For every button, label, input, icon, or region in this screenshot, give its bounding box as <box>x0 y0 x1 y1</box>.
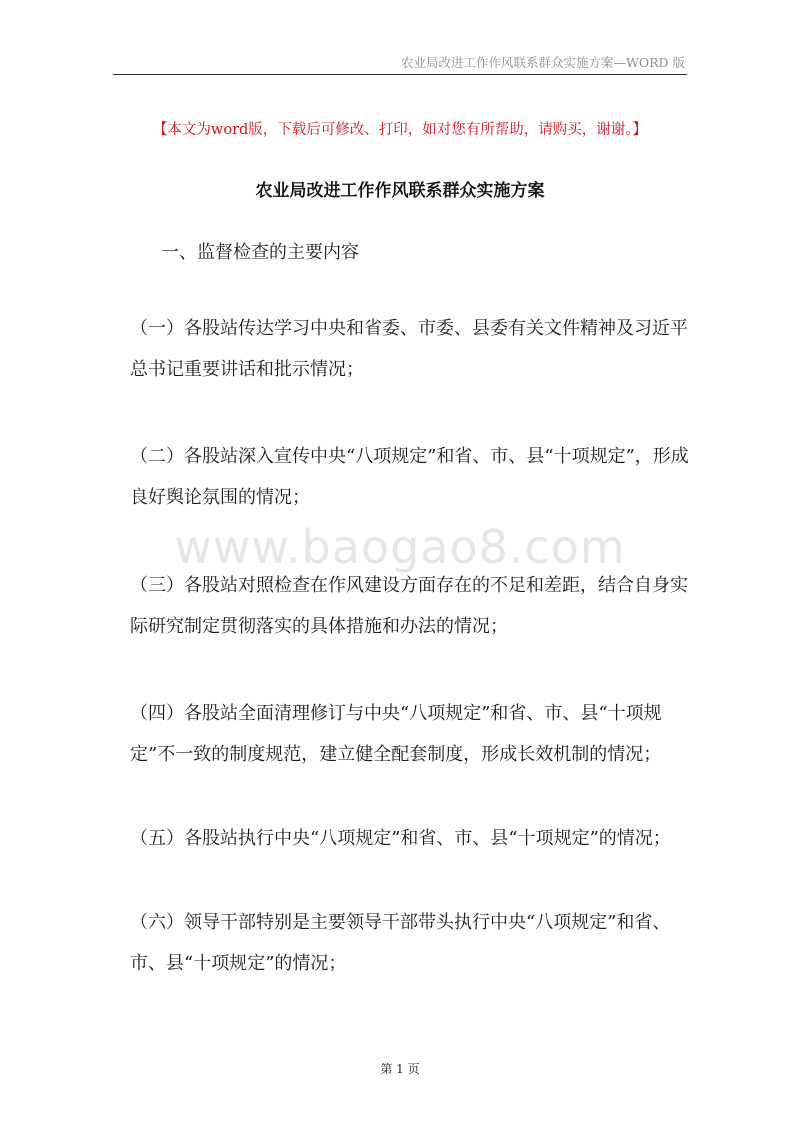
purchase-notice: 【本文为word版，下载后可修改、打印，如对您有所帮助，请购买，谢谢。】 <box>152 122 648 138</box>
paragraph-item-6: （六）领导干部特别是主要领导干部带头执行中央“八项规定”和省、市、县“十项规定”的情况； <box>130 912 671 974</box>
document-title: 农业局改进工作作风联系群众实施方案 <box>255 181 545 201</box>
section-heading: 一、监督检查的主要内容 <box>161 242 359 263</box>
paragraph-item-4: （四）各股站全面清理修订与中央“八项规定”和省、市、县“十项规定”不一致的制度规范，建立健全配套制度，形成长效机制的情况； <box>130 703 662 765</box>
paragraph-item-5: （五）各股站执行中央“八项规定”和省、市、县“十项规定”的情况； <box>130 828 671 849</box>
paragraph-item-2: （二）各股站深入宣传中央“八项规定”和省、市、县“十项规定”，形成良好舆论氛围的情况； <box>130 446 689 508</box>
watermark-text: www.baogao8.com <box>174 520 626 574</box>
page-number: 第 1 页 <box>380 1062 420 1076</box>
paragraph-item-1: （一）各股站传达学习中央和省委、市委、县委有关文件精神及习近平总书记重要讲话和批示情况； <box>130 318 688 380</box>
running-header: 农业局改进工作作风联系群众实施方案—WORD 版 <box>400 55 685 70</box>
paragraph-item-3: （三）各股站对照检查在作风建设方面存在的不足和差距，结合自身实际研究制定贯彻落实的具体措施和办法的情况； <box>130 575 688 637</box>
header-divider <box>113 74 687 75</box>
